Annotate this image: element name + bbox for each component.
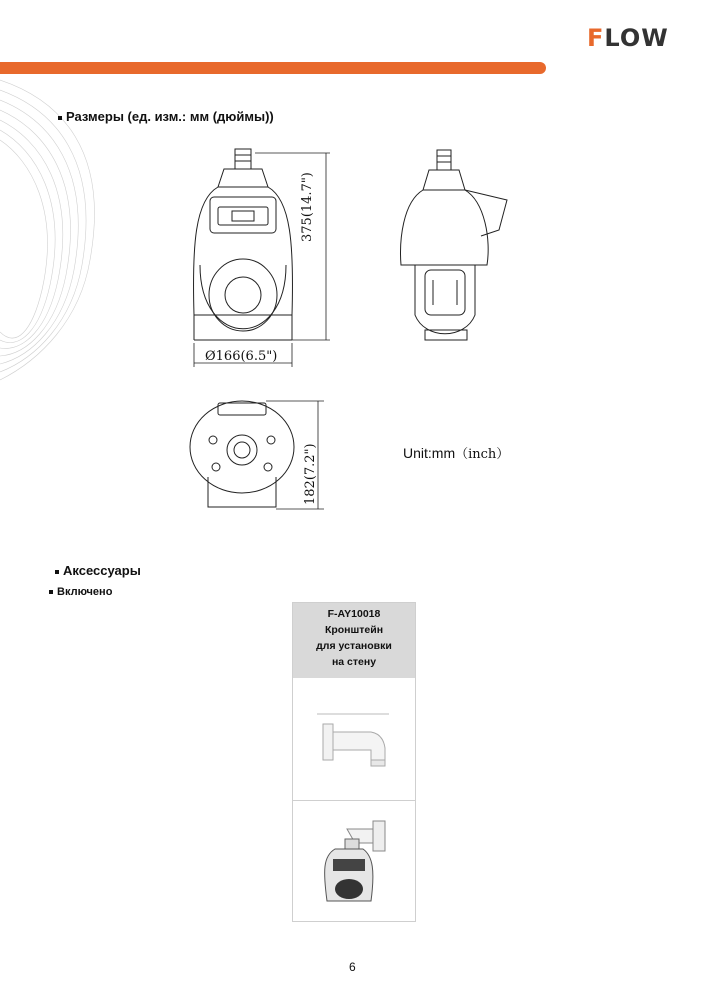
header-accent-bar [0,62,546,74]
accessory-table-header [293,603,415,678]
depth-dimension-label: 182(7.2") [303,443,318,505]
bullet-icon [55,570,59,574]
page-number: 6 [349,960,356,974]
height-dimension-label: 375(14.7") [300,172,315,242]
dimensions-heading: Размеры (ед. изм.: мм (дюймы)) [58,109,274,124]
unit-caption: Unit:mm（inch） [403,445,510,462]
camera-side-view-drawing [395,140,525,350]
accessory-model: F-AY10018 [327,608,381,620]
mounted-camera-image [293,801,415,919]
bullet-icon [58,116,62,120]
bullet-icon [49,590,53,594]
flow-logo: FLOW [587,24,669,52]
accessory-table [292,602,416,922]
diameter-dimension-label: Ø166(6.5") [205,349,278,364]
accessory-name-line: на стену [331,656,377,668]
accessories-heading: Аксессуары [55,563,141,578]
included-subheading: Включено [49,586,112,598]
accessory-name-line: Кронштейн [324,624,384,636]
wall-bracket-image [293,678,415,801]
accessory-name-line: для установки [316,640,392,652]
camera-front-view-drawing [180,135,340,375]
